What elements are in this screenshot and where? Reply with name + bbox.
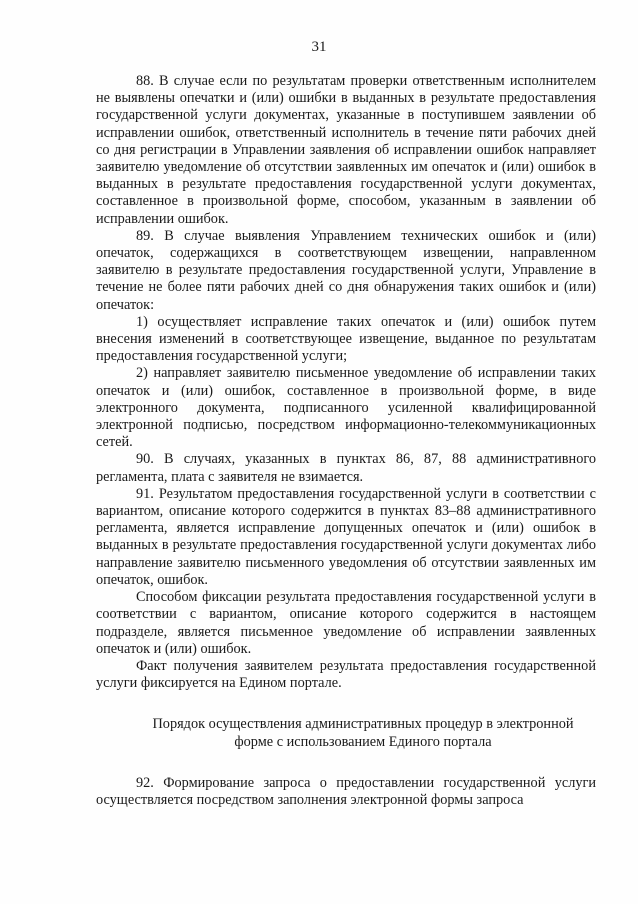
paragraph-92: 92. Формирование запроса о предоставлении государственной услуги осуществляется посредством заполнения электронной формы запроса [96, 774, 596, 808]
paragraph-91-fixation: Способом фиксации результата предоставления государственной услуги в соответствии с вариантом, описание которого содержится в настоящем подразделе, является письменное уведомление об исправлении заявленных опечаток и (или) ошибок. [96, 589, 596, 657]
section-heading-line-1: Порядок осуществления административных процедур в электронной [152, 716, 574, 733]
section-heading-line-2: форме с использованием Единого портала [234, 733, 492, 750]
paragraph-91-fact: Факт получения заявителем результата предоставления государственной услуги фиксируется на Едином портале. [96, 657, 596, 692]
paragraph-89-item-1: 1) осуществляет исправление таких опечаток и (или) ошибок путем внесения изменений в соответствующее извещение, выданное по результатам предоставления государственной услуги; [96, 313, 596, 365]
document-body [96, 73, 596, 809]
paragraph-90: 90. В случаях, указанных в пунктах 86, 87, 88 административного регламента, плата с заявителя не взимается. [96, 451, 596, 485]
paragraph-89-item-2: 2) направляет заявителю письменное уведомление об исправлении таких опечаток и (или) ошибок, составленное в произвольной форме, в виде электронного документа, подписанного усиленной квалифицированной электронной подписью, посредством информационно-телекоммуникационных сетей. [96, 365, 596, 451]
page-number: 31 [311, 39, 327, 55]
paragraph-89: 89. В случае выявления Управлением технических ошибок и (или) опечаток, содержащихся в соответствующем извещении, направленном заявителю в результате предоставления государственной услуги, Управление в течение не более пяти рабочих дней со дня обнаружения таких ошибок и (или) опечаток: [96, 227, 596, 313]
paragraph-91: 91. Результатом предоставления государственной услуги в соответствии с вариантом, описание которого содержится в пунктах 83–88 административного регламента, является исправление допущенных опечаток и (или) ошибок в выданных в результате предоставления государственной услуги документах либо направление заявителю письменного уведомления об отсутствии заявленных им опечаток, ошибок. [96, 485, 596, 588]
paragraph-88: 88. В случае если по результатам проверки ответственным исполнителем не выявлены опечатки и (или) ошибки в выданных в результате предоставления государственной услуги документах, указанные в поступившем заявлении об исправлении ошибок, ответственный исполнитель в течение пяти рабочих дней со дня регистрации в Управлении заявления об исправлении ошибок направляет заявителю уведомление об отсутствии заявленных им опечаток и (или) ошибок в выданных в результате предоставления государственной услуги документах, составленное в произвольной форме, способом, указанным в заявлении об исправлении ошибок. [96, 73, 596, 227]
section-heading [96, 716, 596, 750]
